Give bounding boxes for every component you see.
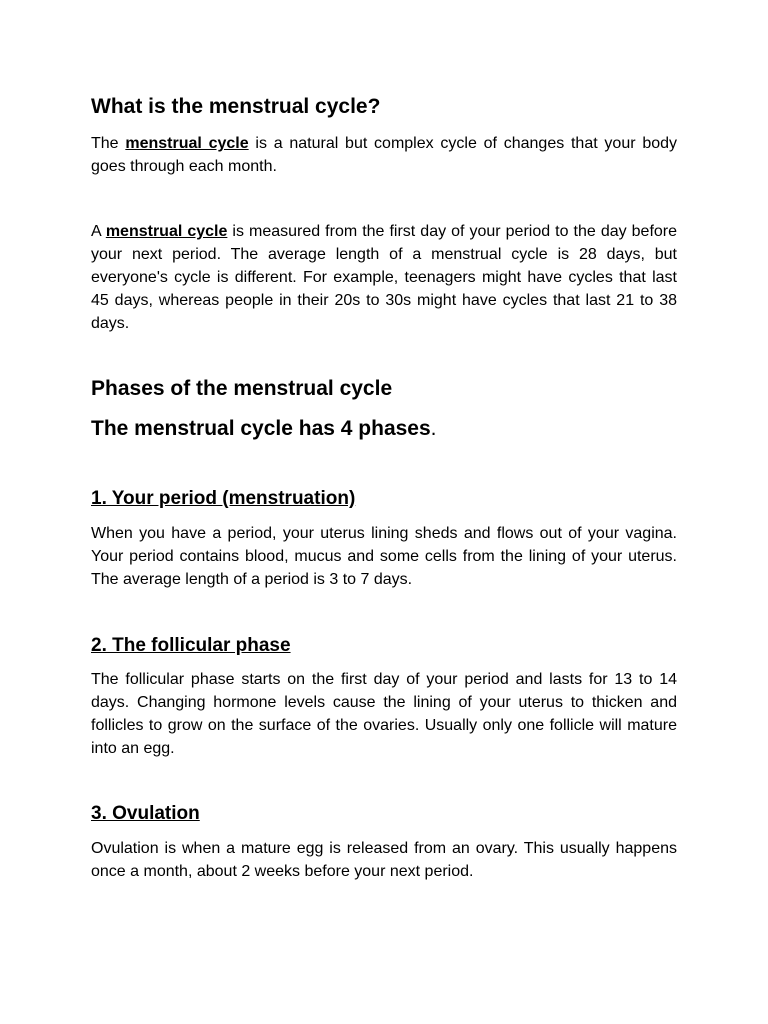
phase-1-heading: 1. Your period (menstruation) [91,488,356,509]
definition-text-before: A [91,223,106,240]
phase-3-heading: 3. Ovulation [91,803,200,824]
phases-subheading-text: The menstrual cycle has 4 phases [91,417,431,440]
definition-term: menstrual cycle [105,223,228,240]
intro-paragraph [91,132,677,178]
intro-text-before: The [91,135,126,152]
page-title: What is the menstrual cycle? [91,95,381,118]
definition-text-after: is measured from the first day of your period to the day before your next period. The average length of a menstrual cycle is 28 days, but everyone's cycle is different. For example, teenagers might have cycles that last 45 days, whereas people in their 20s to 30s might have cycles that last 21 to 38 days. [91,223,678,332]
phases-subheading [91,416,677,442]
phases-subheading-period: . [430,417,437,440]
phase-2-heading: 2. The follicular phase [91,635,291,656]
intro-text-after: is a natural but complex cycle of changes that your body goes through each month. [91,135,678,175]
phase-2-paragraph: The follicular phase starts on the first day of your period and lasts for 13 to 14 days. Changing hormone levels cause the lining of your uterus to thicken and follicles to grow on the surface of the ovaries. Usually only one follicle will mature into an egg. [91,671,677,757]
phase-1-paragraph: When you have a period, your uterus lining sheds and flows out of your vagina. Your period contains blood, mucus and some cells from the lining of your uterus. The average length of a period is 3 to 7 days. [91,525,677,588]
intro-term: menstrual cycle [125,135,249,152]
phases-heading: Phases of the menstrual cycle [91,377,393,400]
definition-paragraph [91,220,677,335]
phase-3-paragraph: Ovulation is when a mature egg is released from an ovary. This usually happens once a month, about 2 weeks before your next period. [91,840,677,880]
